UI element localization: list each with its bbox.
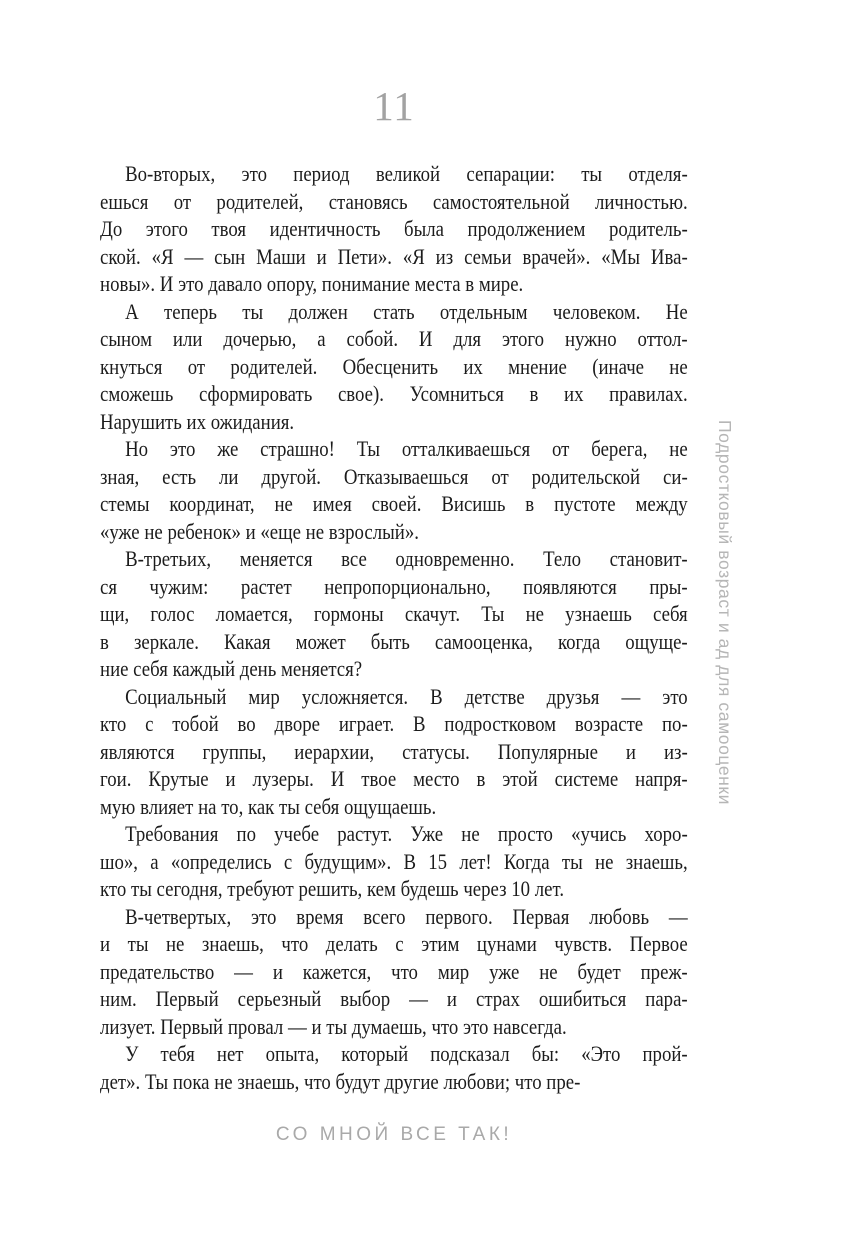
text-line: предательство — и кажется, что мир уже не будет преж-: [100, 958, 688, 984]
paragraph: [100, 1040, 688, 1095]
text-line: А теперь ты должен стать отдельным человеком. Не: [125, 298, 688, 324]
text-line: шо», а «определись с будущим». В 15 лет! Когда ты не знаешь,: [100, 848, 688, 874]
paragraph: [100, 545, 688, 683]
text-line: Социальный мир усложняется. В детстве друзья — это: [125, 683, 688, 709]
text-line: зная, есть ли другой. Отказываешься от родительской си-: [100, 463, 688, 489]
paragraph: [100, 683, 688, 821]
paragraph: [100, 160, 688, 298]
text-line: До этого твоя идентичность была продолжением родитель-: [100, 216, 688, 241]
text-line: кнуться от родителей. Обесценить их мнение (иначе не: [100, 353, 688, 379]
text-line: Требования по учебе растут. Уже не просто «учись хоро-: [125, 821, 688, 846]
paragraph: [100, 435, 688, 545]
text-line: Нарушить их ожидания.: [100, 408, 295, 434]
page-number: 11: [373, 83, 415, 129]
margin-title-vertical: Подростковый возраст и ад для самооценки: [715, 420, 735, 806]
text-line: новы». И это давало опору, понимание места в мире.: [100, 271, 524, 296]
text-line: В-четвертых, это время всего первого. Первая любовь —: [125, 903, 688, 929]
text-line: щи, голос ломается, гормоны скачут. Ты не узнаешь себя: [100, 601, 688, 626]
text-line: мую влияет на то, как ты себя ощущаешь.: [100, 793, 437, 819]
text-line: ся чужим: растет непропорционально, появляются пры-: [100, 573, 688, 599]
text-line: лизует. Первый провал — и ты думаешь, что это навсегда.: [100, 1013, 567, 1039]
text-line: В-третьих, меняется все одновременно. Тело становит-: [125, 546, 688, 571]
text-line: дет». Ты пока не знаешь, что будут другие любови; что пре-: [100, 1068, 581, 1094]
text-line: Но это же страшно! Ты отталкиваешься от берега, не: [125, 436, 688, 461]
text-line: стемы координат, не имея своей. Висишь в пустоте между: [100, 491, 688, 516]
text-line: ним. Первый серьезный выбор — и страх ошибиться пара-: [100, 986, 688, 1011]
text-line: ние себя каждый день меняется?: [100, 656, 363, 681]
text-line: «уже не ребенок» и «еще не взрослый».: [100, 518, 419, 544]
text-line: ешься от родителей, становясь самостоятельной личностью.: [100, 188, 688, 214]
text-line: сможешь сформировать свое). Усомниться в их правилах.: [100, 381, 688, 406]
text-line: являются группы, иерархии, статусы. Популярные и из-: [100, 738, 688, 764]
text-line: и ты не знаешь, что делать с этим цунами чувств. Первое: [100, 931, 688, 956]
body-text: [100, 160, 688, 1095]
text-line: ской. «Я — сын Маши и Пети». «Я из семьи врачей». «Мы Ива-: [100, 243, 688, 269]
text-line: сыном или дочерью, а собой. И для этого нужно оттол-: [100, 326, 688, 351]
text-line: У тебя нет опыта, который подсказал бы: «Это прой-: [125, 1041, 688, 1066]
text-line: в зеркале. Какая может быть самооценка, когда ощуще-: [100, 628, 688, 654]
running-footer: СО МНОЙ ВСЕ ТАК!: [275, 1124, 513, 1145]
text-line: кто с тобой во дворе играет. В подростковом возрасте по-: [100, 711, 688, 736]
text-line: гои. Крутые и лузеры. И твое место в этой системе напря-: [100, 766, 688, 791]
text-line: Во-вторых, это период великой сепарации: ты отделя-: [125, 161, 688, 186]
paragraph: [100, 298, 688, 436]
text-line: кто ты сегодня, требуют решить, кем будешь через 10 лет.: [100, 876, 565, 901]
paragraph: [100, 820, 688, 903]
paragraph: [100, 903, 688, 1041]
